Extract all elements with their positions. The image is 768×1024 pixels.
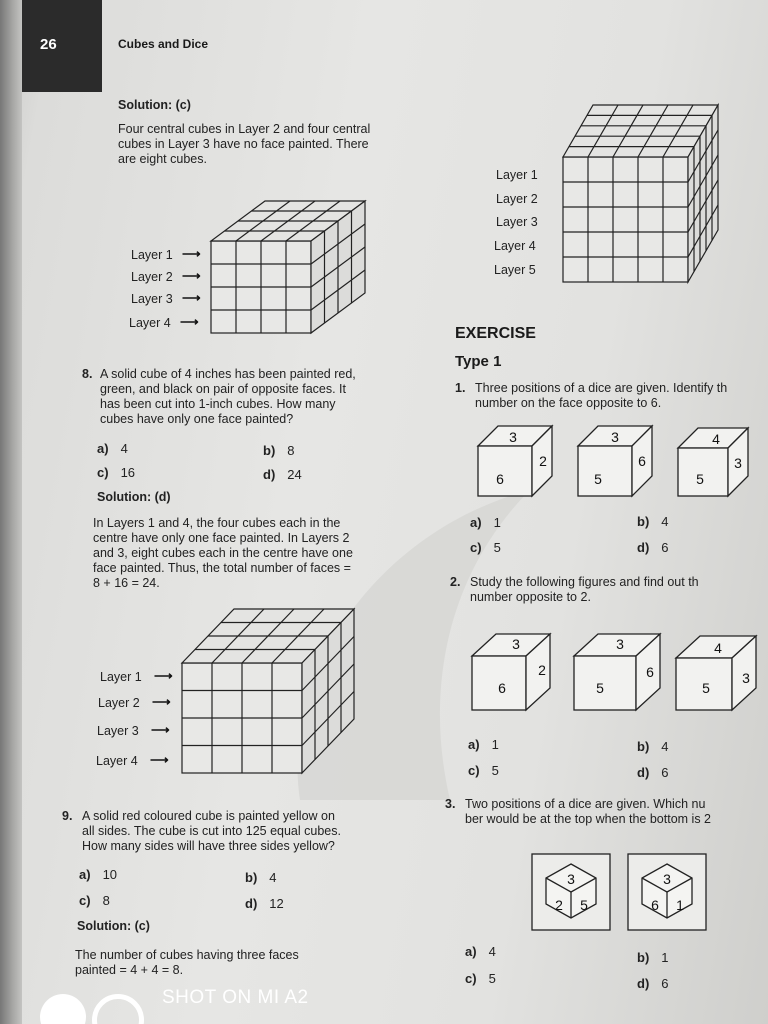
text-line: In Layers 1 and 4, the four cubes each in the	[93, 516, 341, 530]
dice-face-top: 3	[663, 871, 671, 887]
layer-label: Layer 5	[494, 263, 536, 277]
option-b: b) 4	[637, 739, 669, 754]
layer-label: Layer 4	[129, 316, 171, 330]
text-line: ber would be at the top when the bottom is 2	[465, 812, 711, 826]
dice-face-top: 3	[611, 429, 619, 445]
text-line: face painted. Thus, the total number of faces =	[93, 561, 351, 575]
option-b: b) 1	[637, 950, 669, 965]
text-line: are eight cubes.	[118, 152, 207, 166]
text-line: Two positions of a dice are given. Which nu	[465, 797, 706, 811]
option-b: b) 8	[263, 443, 295, 458]
dice-face-side: 3	[742, 670, 750, 686]
arrow-icon: ⟶	[154, 668, 173, 683]
exercise-question-3	[445, 797, 768, 827]
layer-label: Layer 4	[494, 239, 536, 253]
text-line: How many sides will have three sides yellow?	[82, 839, 335, 853]
camera-logo-dot	[40, 994, 86, 1024]
arrow-icon: ⟶	[152, 694, 171, 709]
option-d: d) 6	[637, 976, 669, 991]
layer-label: Layer 1	[496, 168, 538, 182]
dice-face-top: 3	[509, 429, 517, 445]
dice-face-front: 5	[596, 680, 604, 696]
option-d: d) 24	[263, 467, 302, 482]
text-line: 8 + 16 = 24.	[93, 576, 160, 590]
arrow-icon: ⟶	[182, 290, 201, 305]
option-d: d) 12	[245, 896, 284, 911]
dice-face-front: 5	[702, 680, 710, 696]
option-a: a) 4	[97, 441, 128, 456]
dice-face-front: 6	[496, 471, 504, 487]
option-d: d) 6	[637, 540, 669, 555]
exercise-question-1	[455, 381, 768, 411]
dice-face-top: 3	[567, 871, 575, 887]
text-line: cubes in Layer 3 have no face painted. There	[118, 137, 369, 151]
dice-face-side: 6	[646, 664, 654, 680]
dice-face-top: 4	[714, 640, 722, 656]
option-a: a) 1	[470, 515, 501, 530]
solution-top-heading: Solution: (c)	[118, 98, 191, 112]
layer-label: Layer 2	[98, 696, 140, 710]
book-spine	[0, 0, 22, 1024]
option-c: c) 8	[79, 893, 110, 908]
layer-label: Layer 3	[496, 215, 538, 229]
dice-face-right: 1	[676, 897, 684, 913]
dice-face-top: 3	[616, 636, 624, 652]
question-number: 9.	[62, 809, 73, 823]
option-a: a) 4	[465, 944, 496, 959]
layer-label: Layer 4	[96, 754, 138, 768]
option-d: d) 6	[637, 765, 669, 780]
cube-4x4-figure-bottom	[178, 603, 360, 778]
text-line: green, and black on pair of opposite faces. It	[100, 382, 346, 396]
question-number: 8.	[82, 367, 93, 381]
solution-8-text	[93, 516, 417, 591]
layer-label: Layer 1	[131, 248, 173, 262]
cube-4x4-figure-top	[205, 195, 380, 340]
exercise-question-2	[450, 575, 768, 605]
question-8	[82, 367, 422, 427]
question-9	[62, 809, 410, 854]
text-line: cubes have only one face painted?	[100, 412, 294, 426]
layer-label: Layer 3	[131, 292, 173, 306]
text-line: A solid red coloured cube is painted yellow on	[82, 809, 335, 823]
dice-row-q1	[470, 422, 760, 502]
text-line: Three positions of a dice are given. Identify th	[475, 381, 728, 395]
page-number: 26	[40, 36, 57, 53]
solution-8-heading: Solution: (d)	[97, 490, 171, 504]
arrow-icon: ⟶	[151, 722, 170, 737]
page-number-tab	[22, 0, 102, 92]
cube-5x5-figure	[555, 85, 725, 285]
dice-face-side: 2	[538, 662, 546, 678]
layer-label: Layer 2	[496, 192, 538, 206]
dice-face-side: 6	[638, 453, 646, 469]
layer-label: Layer 1	[100, 670, 142, 684]
text-line: The number of cubes having three faces	[75, 948, 299, 962]
text-line: has been cut into 1-inch cubes. How many	[100, 397, 336, 411]
dice-face-top: 3	[512, 636, 520, 652]
option-b: b) 4	[637, 514, 669, 529]
dice-face-front: 5	[594, 471, 602, 487]
text-line: and 3, eight cubes each in the centre have one	[93, 546, 353, 560]
text-line: all sides. The cube is cut into 125 equal cubes.	[82, 824, 341, 838]
arrow-icon: ⟶	[182, 246, 201, 261]
text-line: painted = 4 + 4 = 8.	[75, 963, 184, 977]
option-a: a) 10	[79, 867, 118, 882]
camera-watermark: SHOT ON MI A2	[162, 987, 309, 1008]
option-a: a) 1	[468, 737, 499, 752]
dice-face-right: 5	[580, 897, 588, 913]
camera-logo-ring	[92, 994, 144, 1024]
dice-row-q2	[466, 630, 766, 715]
dice-face-side: 2	[539, 453, 547, 469]
dice-face-left: 6	[651, 897, 659, 913]
option-c: c) 5	[468, 763, 499, 778]
text-line: A solid cube of 4 inches has been painted red,	[100, 367, 356, 381]
exercise-heading: EXERCISE	[455, 325, 536, 342]
dice-face-front: 6	[498, 680, 506, 696]
dice-face-left: 2	[555, 897, 563, 913]
option-b: b) 4	[245, 870, 277, 885]
solution-9-text	[75, 948, 403, 978]
question-number: 2.	[450, 575, 461, 589]
layer-label: Layer 2	[131, 270, 173, 284]
solution-9-heading: Solution: (c)	[77, 919, 150, 933]
arrow-icon: ⟶	[180, 314, 199, 329]
chapter-title: Cubes and Dice	[118, 37, 209, 51]
option-c: c) 16	[97, 465, 136, 480]
text-line: centre have only one face painted. In Layers 2	[93, 531, 350, 545]
solution-top-text	[118, 122, 428, 167]
exercise-type: Type 1	[455, 353, 502, 370]
dice-face-side: 3	[734, 455, 742, 471]
dice-row-q3	[528, 850, 710, 932]
layer-label: Layer 3	[97, 724, 139, 738]
question-number: 1.	[455, 381, 466, 395]
text-line: Study the following figures and find out th	[470, 575, 699, 589]
option-c: c) 5	[470, 540, 501, 555]
dice-face-front: 5	[696, 471, 704, 487]
text-line: Four central cubes in Layer 2 and four central	[118, 122, 371, 136]
question-number: 3.	[445, 797, 456, 811]
option-c: c) 5	[465, 971, 496, 986]
text-line: number on the face opposite to 6.	[475, 396, 662, 410]
dice-face-top: 4	[712, 431, 720, 447]
text-line: number opposite to 2.	[470, 590, 591, 604]
arrow-icon: ⟶	[182, 268, 201, 283]
arrow-icon: ⟶	[150, 752, 169, 767]
